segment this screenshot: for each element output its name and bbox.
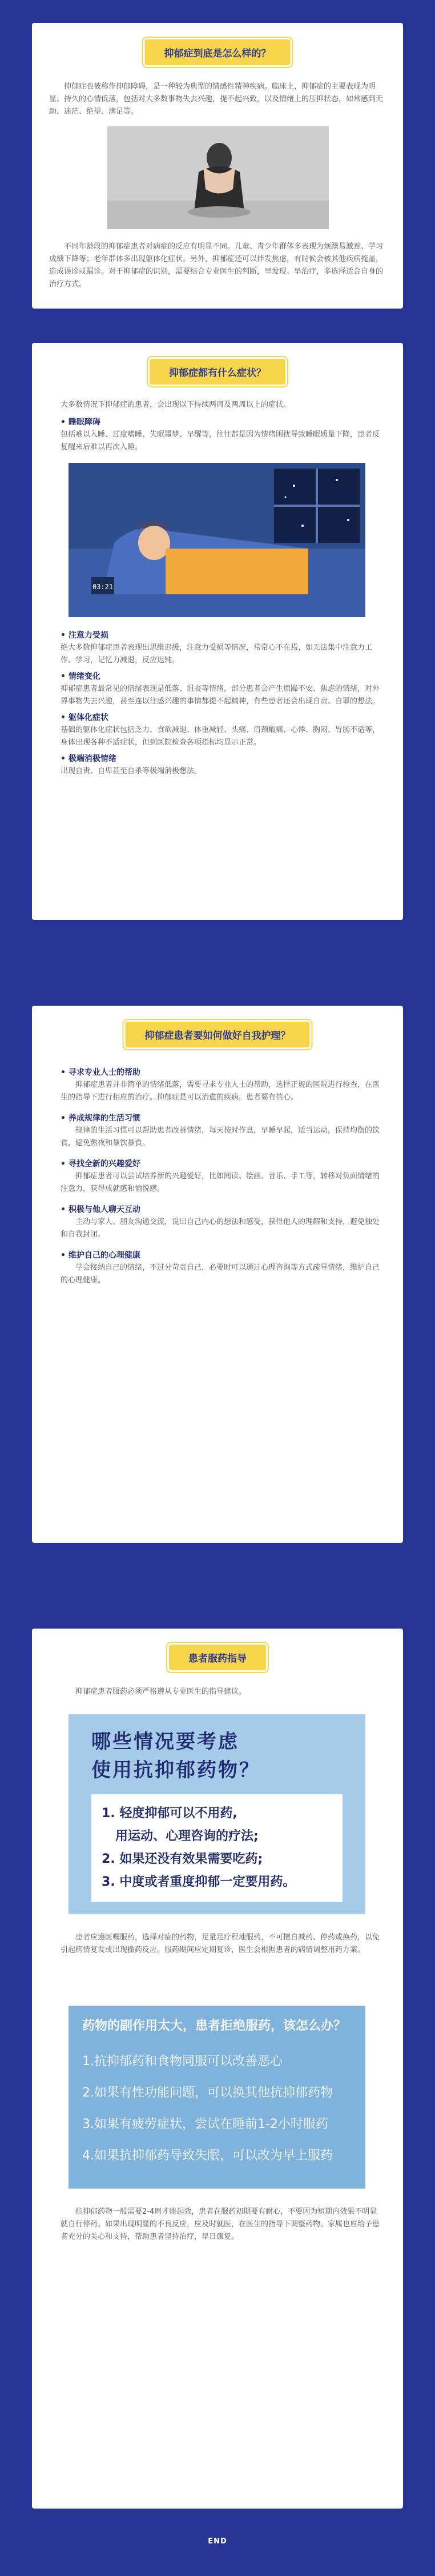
symptom-text-5: 出现自责、自卑甚至自杀等极端消极想法。	[61, 767, 202, 775]
care-heading-5: • 维护自己的心理健康	[61, 1251, 140, 1260]
symptom-text-1: 包括难以入睡、过度嗜睡、失眠噩梦、早醒等，往往都是因为情绪困扰导致睡眠质量下降，患者反复醒来后难以再次入睡。	[61, 430, 380, 451]
section-1-paragraph-1: 抑郁症也被称作抑郁障碍，是一种较为典型的情感性精神疾病。临床上，抑郁症的主要表现为明显、持久的心情低落，包括对大多数事物失去兴趣，提不起兴致，以及情绪上的压抑状态，如常感到无助、迷茫、绝望、满足等。	[49, 82, 384, 116]
side-effects-item-1: 1.抗抑郁药和食物同服可以改善恶心	[82, 2054, 283, 2069]
care-heading-3: • 寻找全新的兴趣爱好	[61, 1159, 140, 1169]
symptom-text-3: 抑郁症患者最常见的情绪表现是低落、沮丧等情绪，部分患者会产生烦躁不安、焦虑的情绪，对外界事物失去兴趣，甚至连以往感兴趣的事情都提不起精神，有些患者还会出现自责、自罪的想法。	[61, 685, 380, 706]
section-4-intro: 抑郁症患者服药必须严格遵从专业医生的指导建议。	[75, 1687, 247, 1696]
section-title-1: 抑郁症到底是怎么样的？	[145, 39, 291, 65]
criteria-heading-2: 使用抗抑郁药物？	[91, 1759, 260, 1782]
symptom-text-2: 绝大多数抑郁症患者表现出思维迟缓，注意力受损等情况，常常心不在焉，如无法集中注意力工作、学习，记忆力减退，反应迟钝。	[61, 643, 373, 665]
side-effects-item-2: 2.如果有性功能问题，可以换其他抗抑郁药物	[82, 2086, 333, 2100]
medication-criteria-box	[69, 1714, 365, 1914]
symptom-heading-2: • 注意力受损	[61, 631, 108, 640]
section-2-intro: 大多数情况下抑郁症的患者，会出现以下持续两周及两周以上的症状。	[61, 401, 291, 409]
criteria-list	[91, 1794, 343, 1902]
criteria-heading-1: 哪些情况要考虑	[91, 1730, 239, 1753]
care-text-5: 学会接纳自己的情绪，不过分苛责自己，必要时可以通过心理咨询等方式疏导情绪，维护自己的心理健康。	[61, 1263, 380, 1285]
sad-person-image	[107, 126, 329, 229]
criteria-item-1: 1. 轻度抑郁可以不用药,	[102, 1806, 237, 1821]
section-card-4	[32, 1629, 403, 2509]
end-label: END	[208, 2537, 227, 2546]
care-heading-1: • 寻求专业人士的帮助	[61, 1068, 140, 1077]
clock-text: 03:21	[92, 583, 114, 591]
criteria-item-4: 3. 中度或者重度抑郁一定要用药。	[102, 1875, 296, 1889]
section-card-2	[32, 343, 403, 920]
side-effects-box	[69, 2006, 365, 2189]
section-title-3: 抑郁症患者要如何做好自我护理？	[126, 1022, 310, 1047]
section-title-4: 患者服药指导	[169, 1645, 266, 1670]
care-heading-4: • 积极与他人聊天互动	[61, 1205, 140, 1214]
care-heading-2: • 养成规律的生活习惯	[61, 1114, 140, 1123]
insomnia-illustration	[69, 463, 365, 617]
section-4-end-text: 抗抑郁药物一般需要2-4周才能起效，患者在服药初期要有耐心，不要因为短期内效果不明显就自行停药。如果出现明显的不良反应，应及时就医，在医生的指导下调整药物。家属也应给予患者充分的关心和支持，帮助患者坚持治疗，早日康复。	[61, 2207, 380, 2241]
side-effects-item-4: 4.如果抗抑郁药导致失眠，可以改为早上服药	[82, 2149, 333, 2163]
symptom-heading-1: • 睡眠障碍	[61, 418, 100, 427]
criteria-item-2: 用运动、心理咨询的疗法;	[115, 1829, 259, 1843]
section-1-paragraph-2: 不同年龄段的抑郁症患者对病症的反应有明显不同。儿童、青少年群体多表现为烦躁易激惹、学习成绩下降等；老年群体多出现躯体化症状。另外，抑郁症还可以伴发焦虑，有时候会被其他疾病掩盖，造成误诊或漏诊。对于抑郁症的识别，需要结合专业医生的判断，早发现、早治疗，多选择适合自身的治疗方式。	[49, 242, 384, 289]
side-effects-item-3: 3.如果有疲劳症状，尝试在睡前1-2小时服药	[82, 2117, 328, 2131]
symptom-heading-5: • 极端消极情绪	[61, 754, 116, 763]
symptom-text-4: 基础的躯体化症状包括乏力、食欲减退、体重减轻、头痛、肩颈酸痛、心悸、胸闷、胃肠不适等，身体出现各种不适症状，但到医院检查各项指标均显示正常。	[61, 726, 380, 747]
section-title-2: 抑郁症都有什么症状？	[150, 359, 285, 385]
care-text-1: 抑郁症患者并非简单的情绪低落，需要寻求专业人士的帮助，选择正规的医院进行检查，在医生的指导下进行相应的治疗。抑郁症是可以治愈的疾病，患者要有信心。	[61, 1081, 380, 1102]
section-4-middle-text: 患者应遵医嘱服药，选择对症的药物，足量足疗程地服药，不可擅自减药、停药或换药，以免引起病情复发或出现撤药反应。服药期间应定期复诊，医生会根据患者的病情调整用药方案。	[61, 1933, 380, 1954]
section-card-3	[32, 1006, 403, 1543]
section-card-1	[32, 23, 403, 309]
criteria-item-3: 2. 如果还没有效果需要吃药;	[102, 1852, 263, 1866]
symptom-heading-3: • 情绪变化	[61, 672, 100, 681]
care-text-4: 主动与家人、朋友沟通交流，说出自己内心的想法和感受，获得他人的理解和支持，避免独处和自我封闭。	[61, 1218, 380, 1239]
care-text-3: 抑郁症患者可以尝试培养新的兴趣爱好，比如阅读、绘画、音乐、手工等，转移对负面情绪的注意力，获得成就感和愉悦感。	[61, 1172, 380, 1193]
symptom-heading-4: • 躯体化症状	[61, 713, 108, 722]
side-effects-heading: 药物的副作用太大，患者拒绝服药，该怎么办？	[82, 2019, 347, 2033]
care-text-2: 规律的生活习惯可以帮助患者改善情绪，每天按时作息，早睡早起，适当运动，保持均衡的饮食，避免熬夜和暴饮暴食。	[61, 1126, 380, 1147]
